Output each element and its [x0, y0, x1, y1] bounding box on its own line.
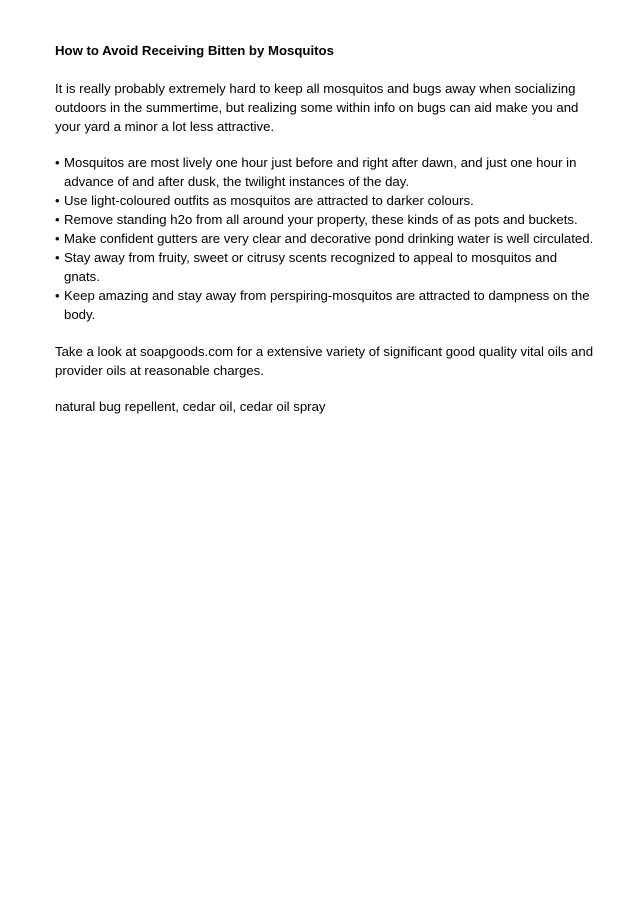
bullet-marker: •	[55, 212, 60, 227]
list-item-text: Keep amazing and stay away from perspiring-mosquitos are attracted to dampness on the body.	[64, 288, 590, 322]
list-item-text: Make confident gutters are very clear and decorative pond drinking water is well circulated.	[64, 231, 594, 246]
intro-paragraph: It is really probably extremely hard to keep all mosquitos and bugs away when socializing outdoors in the summertime, but realizing some within info on bugs can aid make you and your yard a minor a lot less attractive.	[55, 81, 579, 134]
bullet-marker: •	[55, 193, 60, 208]
bullet-marker: •	[55, 288, 60, 303]
list-item	[55, 210, 595, 229]
closing-paragraph: Take a look at soapgoods.com for a extensive variety of significant good quality vital oils and provider oils at reasonable charges.	[55, 344, 594, 378]
list-item	[55, 191, 595, 210]
list-item	[55, 286, 595, 324]
bullet-marker: •	[55, 155, 60, 170]
bullet-marker: •	[55, 250, 60, 265]
keyword-tags: natural bug repellent, cedar oil, cedar oil spray	[55, 399, 326, 414]
list-item	[55, 229, 595, 248]
list-item-text: Mosquitos are most lively one hour just before and right after dawn, and just one hour in advance of and after dusk, the twilight instances of the day.	[64, 155, 577, 189]
tips-list	[55, 153, 595, 324]
list-item-text: Remove standing h2o from all around your property, these kinds of as pots and buckets.	[64, 212, 578, 227]
list-item-text: Use light-coloured outfits as mosquitos are attracted to darker colours.	[64, 193, 474, 208]
list-item-text: Stay away from fruity, sweet or citrusy scents recognized to appeal to mosquitos and gnats.	[64, 250, 558, 284]
bullet-marker: •	[55, 231, 60, 246]
list-item	[55, 153, 595, 191]
list-item	[55, 248, 595, 286]
document-title: How to Avoid Receiving Bitten by Mosquitos	[55, 43, 334, 58]
